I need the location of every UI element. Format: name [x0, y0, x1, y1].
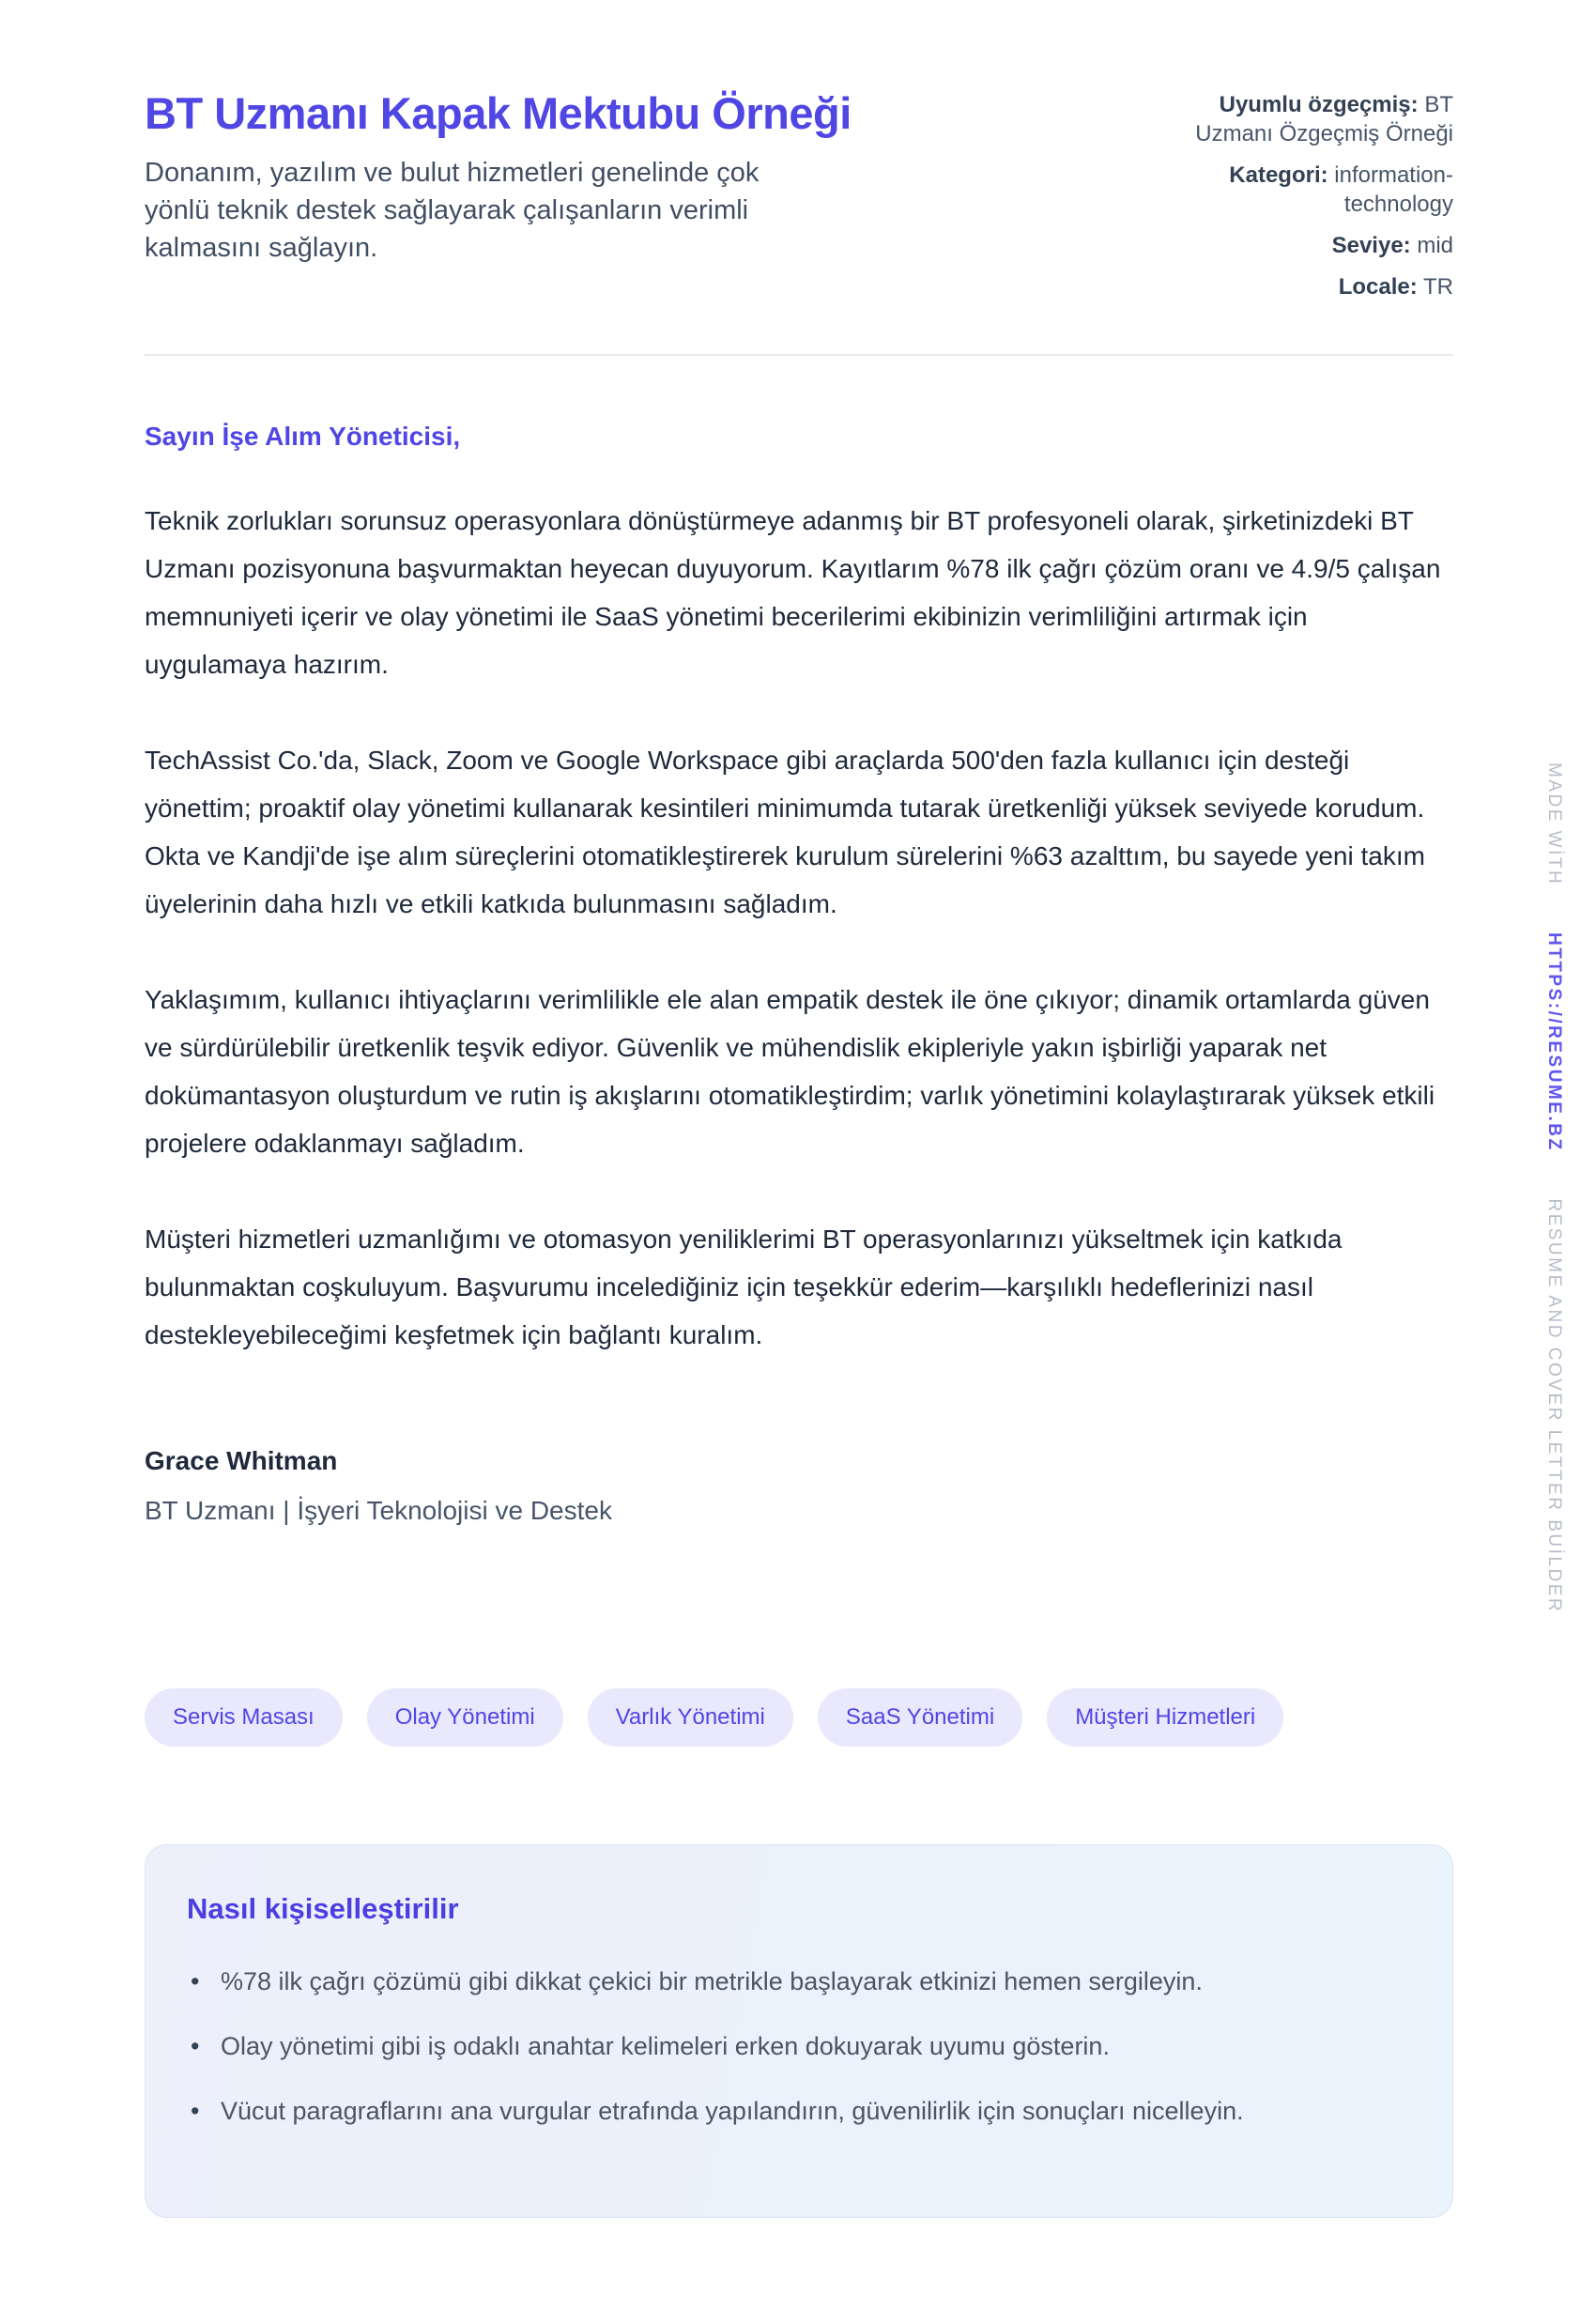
page-subtitle: Donanım, yazılım ve bulut hizmetleri genelinde çok yönlü teknik destek sağlayarak çalışanların verimli kalmasını sağlayın. [145, 158, 760, 263]
skill-tags [145, 1688, 1453, 1747]
meta-locale [1153, 272, 1453, 301]
letter-paragraph: Teknik zorlukları sorunsuz operasyonlara dönüştürmeye adanmış bir BT profesyoneli olarak, şirketinizdeki BT Uzmanı pozisyonuna başvurmaktan heyecan duyuyorum. Kayıtlarım %78 ilk çağrı çözüm oranı ve 4.9/5 çalışan memnuniyeti içerir ve olay yönetimi ile SaaS yönetimi becerilerimi ekibinizin verimliliğini artırmak için uygulamaya hazırım. [145, 506, 1441, 679]
tips-title: Nasıl kişiselleştirilir [187, 1892, 459, 1925]
signature-name: Grace Whitman [145, 1446, 338, 1475]
made-with-watermark [1543, 762, 1564, 1614]
meta-label: Kategori: [1229, 162, 1328, 188]
letter-paragraph: TechAssist Co.'da, Slack, Zoom ve Google Workspace gibi araçlarda 500'den fazla kullanıcı için desteği yönettim; proaktif olay yönetimi kullanarak kesintileri minimumda tutarak üretkenliği yüksek seviyede korudum. Okta ve Kandji'de işe alım süreçlerini otomatikleştirerek kurulum sürelerini %63 azalttım, bu sayede yeni takım üyelerinin daha hızlı ve etkili katkıda bulunmasını sağladım. [145, 746, 1425, 918]
page-header [145, 86, 914, 267]
letter-paragraph: Müşteri hizmetleri uzmanlığımı ve otomasyon yeniliklerimi BT operasyonlarınızı yükseltmek için katkıda bulunmaktan coşkuluyum. Başvurumu incelediğiniz için teşekkür ederim—karşılıklı hedeflerinizi nasıl destekleyebileceğimi keşfetmek için bağlantı kuralım. [145, 1224, 1343, 1349]
letter-paragraph: Yaklaşımım, kullanıcı ihtiyaçlarını verimlilikle ele alan empatik destek ile öne çıkıyor; dinamik ortamlarda güven ve sürdürülebilir üretkenlik teşvik ediyor. Güvenlik ve mühendislik ekipleriyle yakın işbirliği yaparak net dokümantasyon oluşturdum ve rutin iş akışlarını otomatikleştirdim; varlık yönetimini kolaylaştırarak yüksek etkili projelere odaklanmayı sağladım. [145, 985, 1435, 1158]
tips-list [187, 1958, 1400, 2134]
tip-item: • %78 ilk çağrı çözümü gibi dikkat çekici bir metrikle başlayarak etkinizi hemen sergileyin. [187, 1958, 1400, 2005]
meta-category [1153, 161, 1453, 219]
meta-label: Locale: [1338, 274, 1418, 300]
meta-label: Uyumlu özgeçmiş: [1219, 92, 1419, 117]
meta-value: TR [1423, 274, 1453, 300]
header-divider [145, 354, 1453, 356]
letter-greeting: Sayın İşe Alım Yöneticisi, [145, 422, 461, 451]
letter-body [145, 421, 1453, 1527]
tag-saas-yonetimi[interactable]: SaaS Yönetimi [818, 1688, 1022, 1747]
personalization-tips-card [145, 1844, 1453, 2218]
tag-servis-masasi[interactable]: Servis Masası [145, 1688, 343, 1747]
signature-role: BT Uzmanı | İşyeri Teknolojisi ve Destek [145, 1496, 612, 1525]
watermark-prefix: MADE WİTH [1544, 762, 1564, 886]
watermark-suffix: RESUME AND COVER LETTER BUİLDER [1544, 1198, 1564, 1614]
meta-panel [1153, 90, 1453, 314]
tip-item: • Vücut paragraflarını ana vurgular etrafında yapılandırın, güvenilirlik için sonuçları nicelleyin. [187, 2087, 1400, 2134]
matching-resume-link[interactable]: BT Uzmanı Özgeçmiş Örneği [1195, 92, 1453, 146]
page-title: BT Uzmanı Kapak Mektubu Örneği [145, 88, 852, 138]
tag-musteri-hizmetleri[interactable]: Müşteri Hizmetleri [1047, 1688, 1283, 1747]
meta-value: information-technology [1334, 162, 1453, 217]
meta-label: Seviye: [1331, 233, 1411, 258]
meta-value: mid [1417, 233, 1453, 258]
tag-varlik-yonetimi[interactable]: Varlık Yönetimi [588, 1688, 793, 1747]
resume-bz-link[interactable]: HTTPS://RESUME.BZ [1544, 932, 1564, 1152]
tip-item: • Olay yönetimi gibi iş odaklı anahtar kelimeleri erken dokuyarak uyumu gösterin. [187, 2023, 1400, 2070]
tag-olay-yonetimi[interactable]: Olay Yönetimi [367, 1688, 563, 1747]
meta-level [1153, 231, 1453, 260]
meta-matching-resume [1153, 90, 1453, 148]
